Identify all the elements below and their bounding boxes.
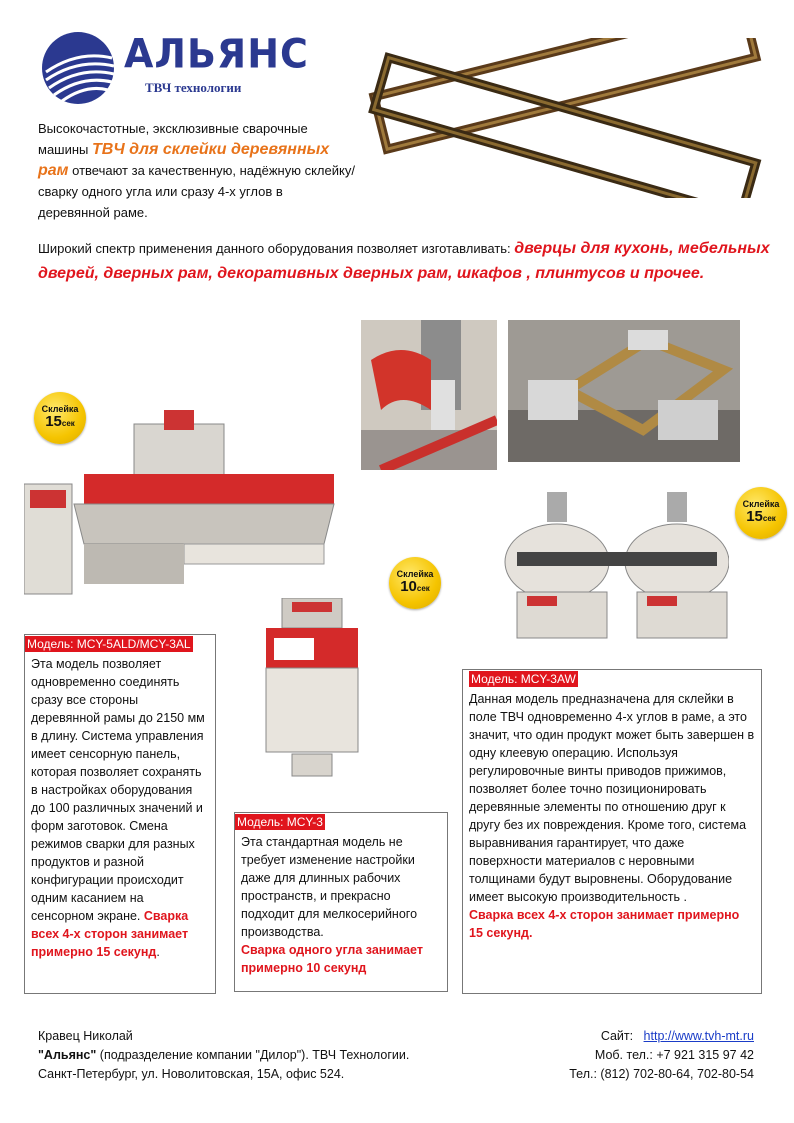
badge-value: 15 [45, 413, 62, 430]
spectrum-text: Широкий спектр применения данного оборудования позволяет изготавливать: [38, 241, 515, 256]
frame-corner-photo [508, 320, 740, 462]
logo-name: АЛЬЯНС [124, 30, 309, 78]
machine-mcy-3aw-photo [497, 492, 729, 640]
mobile-phone: Моб. тел.: +7 921 315 97 42 [594, 1048, 754, 1062]
model-tail: . [156, 945, 160, 959]
welding-head-photo [361, 320, 497, 470]
badge-label: Склейка [742, 499, 780, 509]
model-speed: Сварка одного угла занимает примерно 10 секунд [241, 943, 423, 975]
model-title: Модель: MCY-3 [237, 815, 323, 829]
spectrum-items: дверцы для кухонь, мебельных дверей, дверных рам, декоративных дверных рам, шкафов , плинтусов и прочее. [38, 240, 770, 282]
footer-contacts-left [38, 1027, 458, 1084]
model-description: Данная модель предназначена для склейки в поле ТВЧ одновременно 4-х углов в раме, а это значит, что один продукт может быть завершен в одну клеевую операцию. Используя регулировочные винты приводов прижимов, позволяет более точно позиционировать деревянные элементы по отношению друг к другу без их повреждения. Кроме того, система выравнивания гарантирует, что даже поверхности материалов с неровными толщинами будут выровнены. Оборудование имеет высокую производительность . [469, 692, 755, 904]
spectrum-paragraph [38, 236, 778, 286]
intro-text-2: отвечают за качественную, надёжную склейку/сварку одного угла или сразу 4-х углов в деревянной раме. [38, 163, 355, 220]
company-desc: (подразделение компании "Дилор"). ТВЧ Технологии. [96, 1048, 410, 1062]
machine-mcy-3-photo [262, 598, 362, 778]
site-label: Сайт: [600, 1029, 634, 1043]
model-box-mcy-3 [234, 812, 448, 992]
machine-mcy-5ald-photo [24, 404, 340, 600]
badge-value: 15 [746, 508, 763, 525]
model-speed: Сварка всех 4-х сторон занимает примерно 15 секунд. [469, 908, 740, 940]
badge-label: Склейка [41, 404, 79, 414]
company-address: Санкт-Петербург, ул. Новолитовская, 15А, офис 524. [38, 1067, 345, 1081]
model-title: Модель: MCY-3AW [471, 672, 576, 686]
badge-10sec [389, 557, 441, 609]
logo-subtitle: ТВЧ технологии [145, 80, 242, 95]
badge-15sec-right [735, 487, 787, 539]
badge-unit: сек [762, 514, 776, 523]
footer-contacts-right [500, 1027, 754, 1084]
badge-value: 10 [400, 578, 417, 595]
model-description: Эта стандартная модель не требует изменение настройки даже для длинных рабочих пространств, и прекрасно подходит для мелкосерийного производства. [241, 835, 418, 939]
site-link[interactable]: http://www.tvh-mt.ru [643, 1029, 754, 1043]
model-box-mcy-5ald [24, 634, 216, 994]
logo-globe-icon [40, 30, 116, 106]
model-description: Эта модель позволяет одновременно соединять сразу все стороны деревянной рамы до 2150 мм в длину. Система управления имеет сенсорную панель, которая позволяет сохранять в настройках оборудования до 100 различных значений и форм заготовок. Смена режимов сварки для разных продуктов и разной конфигурации происходит одним касанием на сенсорном экране. [31, 657, 205, 923]
intro-text-1: Высокочастотные, эксклюзивные сварочные машины [38, 121, 308, 157]
contact-name: Кравец Николай [38, 1029, 133, 1043]
badge-label: Склейка [396, 569, 434, 579]
office-phone: Тел.: (812) 702-80-64, 702-80-54 [569, 1067, 754, 1081]
intro-paragraph [38, 118, 358, 223]
badge-unit: сек [61, 419, 75, 428]
model-box-mcy-3aw [462, 669, 762, 994]
wooden-frames-photo [365, 38, 775, 198]
model-title: Модель: MCY-5ALD/MCY-3AL [27, 637, 191, 651]
company-name: "Альянс" [38, 1048, 97, 1062]
model-speed: Сварка всех 4-х сторон занимает примерно 15 секунд [31, 909, 189, 959]
badge-unit: сек [416, 584, 430, 593]
intro-highlight: ТВЧ для склейки деревянных рам [38, 141, 330, 179]
